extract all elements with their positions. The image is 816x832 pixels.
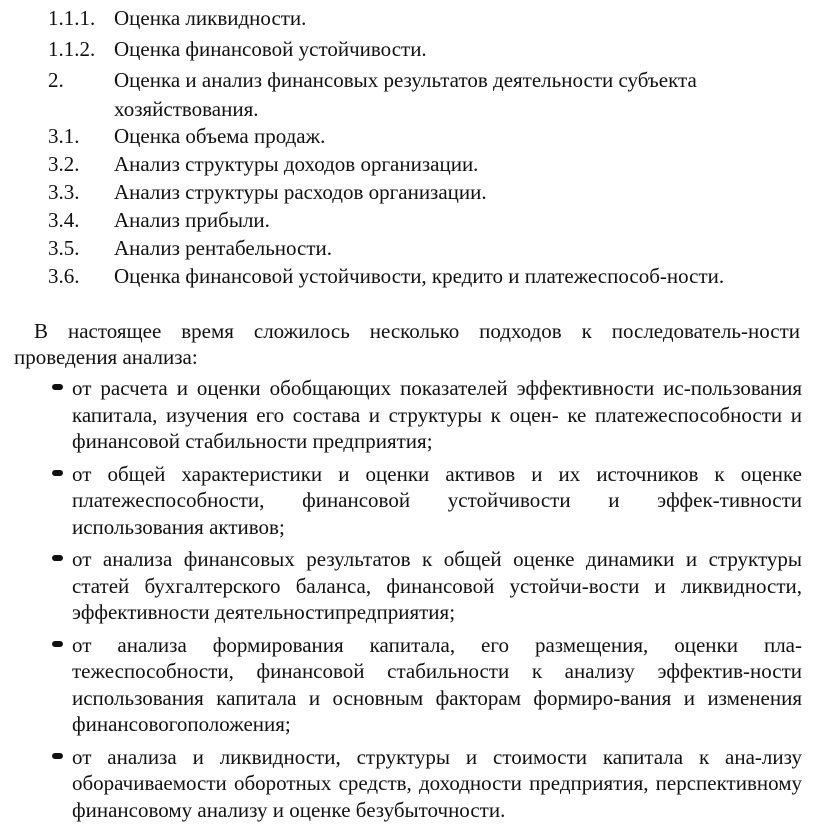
toc-item-title: Оценка объема продаж. — [114, 124, 326, 148]
list-item — [0, 744, 816, 824]
toc-item-number: 1.1.1. — [48, 6, 96, 30]
list-item — [0, 375, 816, 455]
toc-item-number: 3.3. — [48, 180, 80, 204]
list-item — [0, 461, 816, 541]
list-item-text: от анализа формирования капитала, его размещения, оценки пла-тежеспособности, финансовой стабильности к анализу эффектив-ности использования капитала и основным факторам формиро-вания и изменения финансовогоположения; — [72, 632, 802, 736]
toc-item-title: Оценка финансовой устойчивости, кредито и платежеспособ-ности. — [114, 264, 725, 288]
list-item-text: от общей характеристики и оценки активов и их источников к оценке платежеспособности, финансовой устойчивости и эффек-тивности использования активов; — [72, 461, 802, 539]
bullet-icon — [52, 470, 63, 476]
toc-item-number: 1.1.2. — [48, 37, 96, 61]
bullet-icon — [52, 641, 63, 647]
toc-item-number: 3.4. — [48, 208, 80, 232]
list-item-text: от анализа финансовых результатов к общей оценке динамики и структуры статей бухгалтерского баланса, финансовой устойчи-вости и ликвидности, эффективности деятельностипредприятия; — [72, 547, 802, 624]
toc-item-number: 3.6. — [48, 264, 80, 288]
toc-item-title: Оценка и анализ финансовых результатов деятельности субъекта хозяйствования. — [114, 68, 697, 121]
bullet-icon — [52, 753, 63, 759]
approaches-list — [0, 375, 816, 829]
toc-item-title: Оценка финансовой устойчивости. — [114, 37, 427, 61]
list-item — [0, 546, 816, 626]
toc-item-number: 3.5. — [48, 236, 80, 260]
list-item-text: от расчета и оценки обобщающих показателей эффективности ис-пользования капитала, изучения его состава и структуры к оцен- ке платежеспособности и финансовой стабильности предприятия; — [72, 376, 802, 453]
toc-item-title: Оценка ликвидности. — [114, 6, 307, 30]
bullet-icon — [52, 384, 63, 390]
toc-item-number: 3.1. — [48, 124, 80, 148]
toc-item-title: Анализ рентабельности. — [114, 236, 333, 260]
bullet-icon — [52, 555, 63, 561]
toc-item-title: Анализ структуры доходов организации. — [114, 152, 479, 176]
toc-item-title: Анализ прибыли. — [114, 208, 270, 232]
toc-item-number: 2. — [48, 68, 64, 92]
intro-paragraph: В настоящее время сложилось несколько подходов к последователь-ности проведения анализа: — [14, 319, 800, 369]
toc-item-number: 3.2. — [48, 152, 80, 176]
list-item — [0, 632, 816, 738]
toc-item-title: Анализ структуры расходов организации. — [114, 180, 487, 204]
list-item-text: от анализа и ликвидности, структуры и стоимости капитала к ана-лизу оборачиваемости оборотных средств, доходности предприятия, перспективному финансовому анализу и оценке безубыточности. — [72, 744, 802, 822]
